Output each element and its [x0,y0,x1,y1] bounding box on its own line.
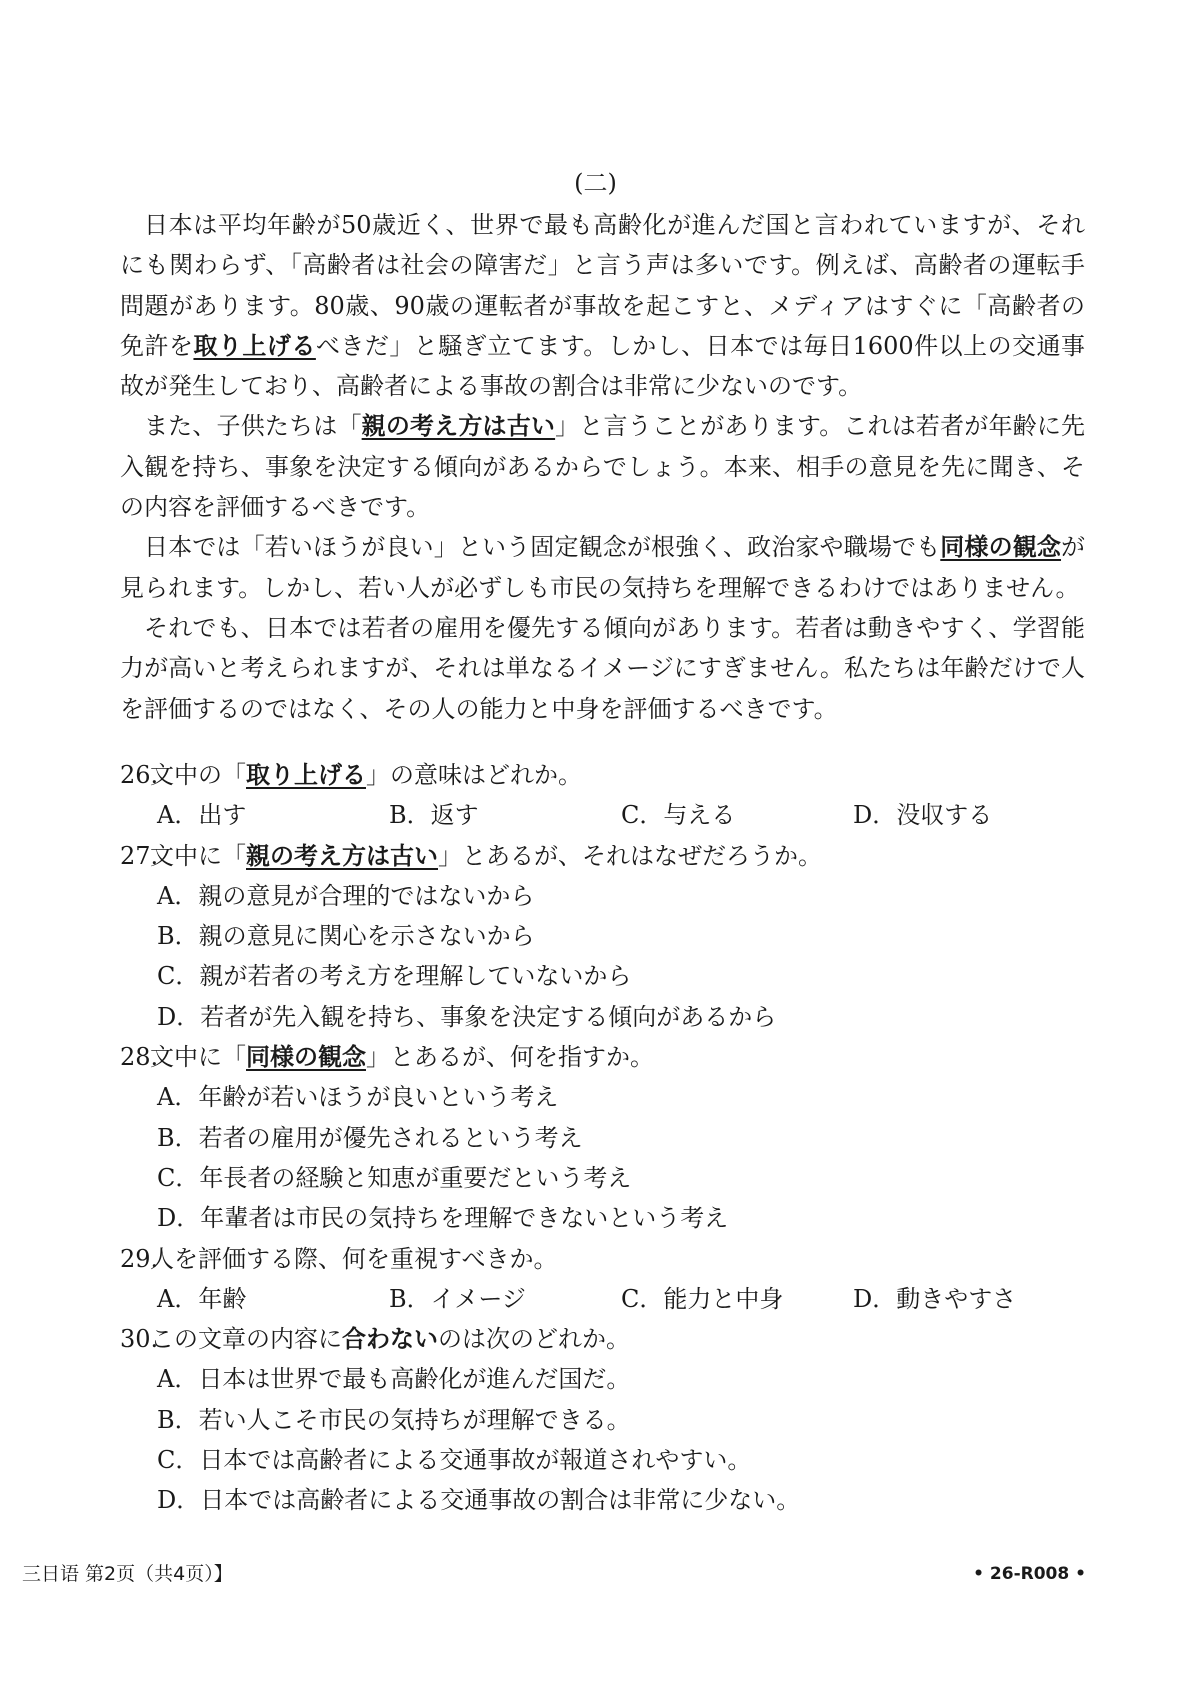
option-c: C．親が若者の考え方を理解していないから [157,962,632,991]
option-b: B．返す [389,801,479,830]
passage-paragraph-1: 日本は平均年齢が50歳近く、世界で最も高齢化が進んだ国と言われていますが、それにも関わらず、「高齢者は社会の障害だ」と言う声は多いです。例えば、高齢者の運転手問題があります。80歳、90歳の運転者が事故を起こすと、メディアはすぐに「高齢者の免許を取り上げるべきだ」と騒ぎ立てます。しかし、日本では毎日1600件以上の交通事故が発生しており、高齢者による事故の割合は非常に少ないのです。 [120,211,1086,401]
section-title: (二) [574,169,617,197]
option-a: A．出す [157,801,247,830]
option-a: A．年齢 [157,1284,247,1313]
option-c: C．能力と中身 [621,1284,784,1313]
option-d: D．没収する [853,801,993,830]
question-29: 29.人を評価する際、何を重視すべきか。 [120,1244,558,1273]
option-a: A．年齢が若いほうが良いという考え [157,1083,559,1112]
passage-paragraph-4: それでも、日本では若者の雇用を優先する傾向があります。若者は動きやすく、学習能力が高いと考えられますが、それは単なるイメージにすぎません。私たちは年齢だけで人を評価するのではなく、その人の能力と中身を評価するべきです。 [120,613,1085,723]
option-d: D．日本では高齢者による交通事故の割合は非常に少ない。 [157,1486,801,1515]
option-b: B．親の意見に関心を示さないから [157,922,535,951]
question-26: 26.文中の「取り上げる」の意味はどれか。 [120,760,582,789]
exam-code: • 26-R008 • [973,1564,1086,1584]
passage-paragraph-3: 日本では「若いほうが良い」という固定観念が根強く、政治家や職場でも同様の観念が見られます。しかし、若い人が必ずしも市民の気持ちを理解できるわけではありません。 [120,532,1086,602]
reading-passage [120,205,1085,729]
question-list [120,755,1085,1521]
question-26-options [120,795,1085,835]
option-c: C．日本では高齢者による交通事故が報道されやすい。 [157,1446,752,1475]
underlined-phrase-douyou: 同様の観念 [940,532,1062,562]
underlined-phrase-oya: 親の考え方は古い [361,411,556,441]
option-d: D．若者が先入観を持ち、事象を決定する傾向があるから [157,1002,777,1031]
page-footer-info: 三日语 第2页（共4页）】 [22,1563,233,1585]
question-27: 27.文中に「親の考え方は古い」とあるが、それはなぜだろうか。 [120,840,822,870]
option-b: B．若者の雇用が優先されるという考え [157,1123,583,1152]
option-d: D．動きやすさ [853,1284,1017,1313]
option-b: B．イメージ [389,1284,526,1313]
question-29-options [120,1279,1085,1319]
option-a: A．親の意見が合理的ではないから [157,881,535,910]
passage-paragraph-2: また、子供たちは「親の考え方は古い」と言うことがあります。これは若者が年齢に先入観を持ち、事象を決定する傾向があるからでしょう。本来、相手の意見を先に聞き、その内容を評価するべきです。 [120,411,1086,522]
option-c: C．与える [621,801,736,830]
option-c: C．年長者の経験と知恵が重要だという考え [157,1163,632,1192]
underlined-phrase-toriageru: 取り上げる [193,330,316,360]
option-a: A．日本は世界で最も高齢化が進んだ国だ。 [157,1365,631,1394]
question-30: 30.この文章の内容に合わないのは次のどれか。 [120,1324,630,1354]
option-d: D．年輩者は市民の気持ちを理解できないという考え [157,1204,729,1233]
option-b: B．若い人こそ市民の気持ちが理解できる。 [157,1405,631,1434]
question-28: 28.文中に「同様の観念」とあるが、何を指すか。 [120,1042,654,1072]
